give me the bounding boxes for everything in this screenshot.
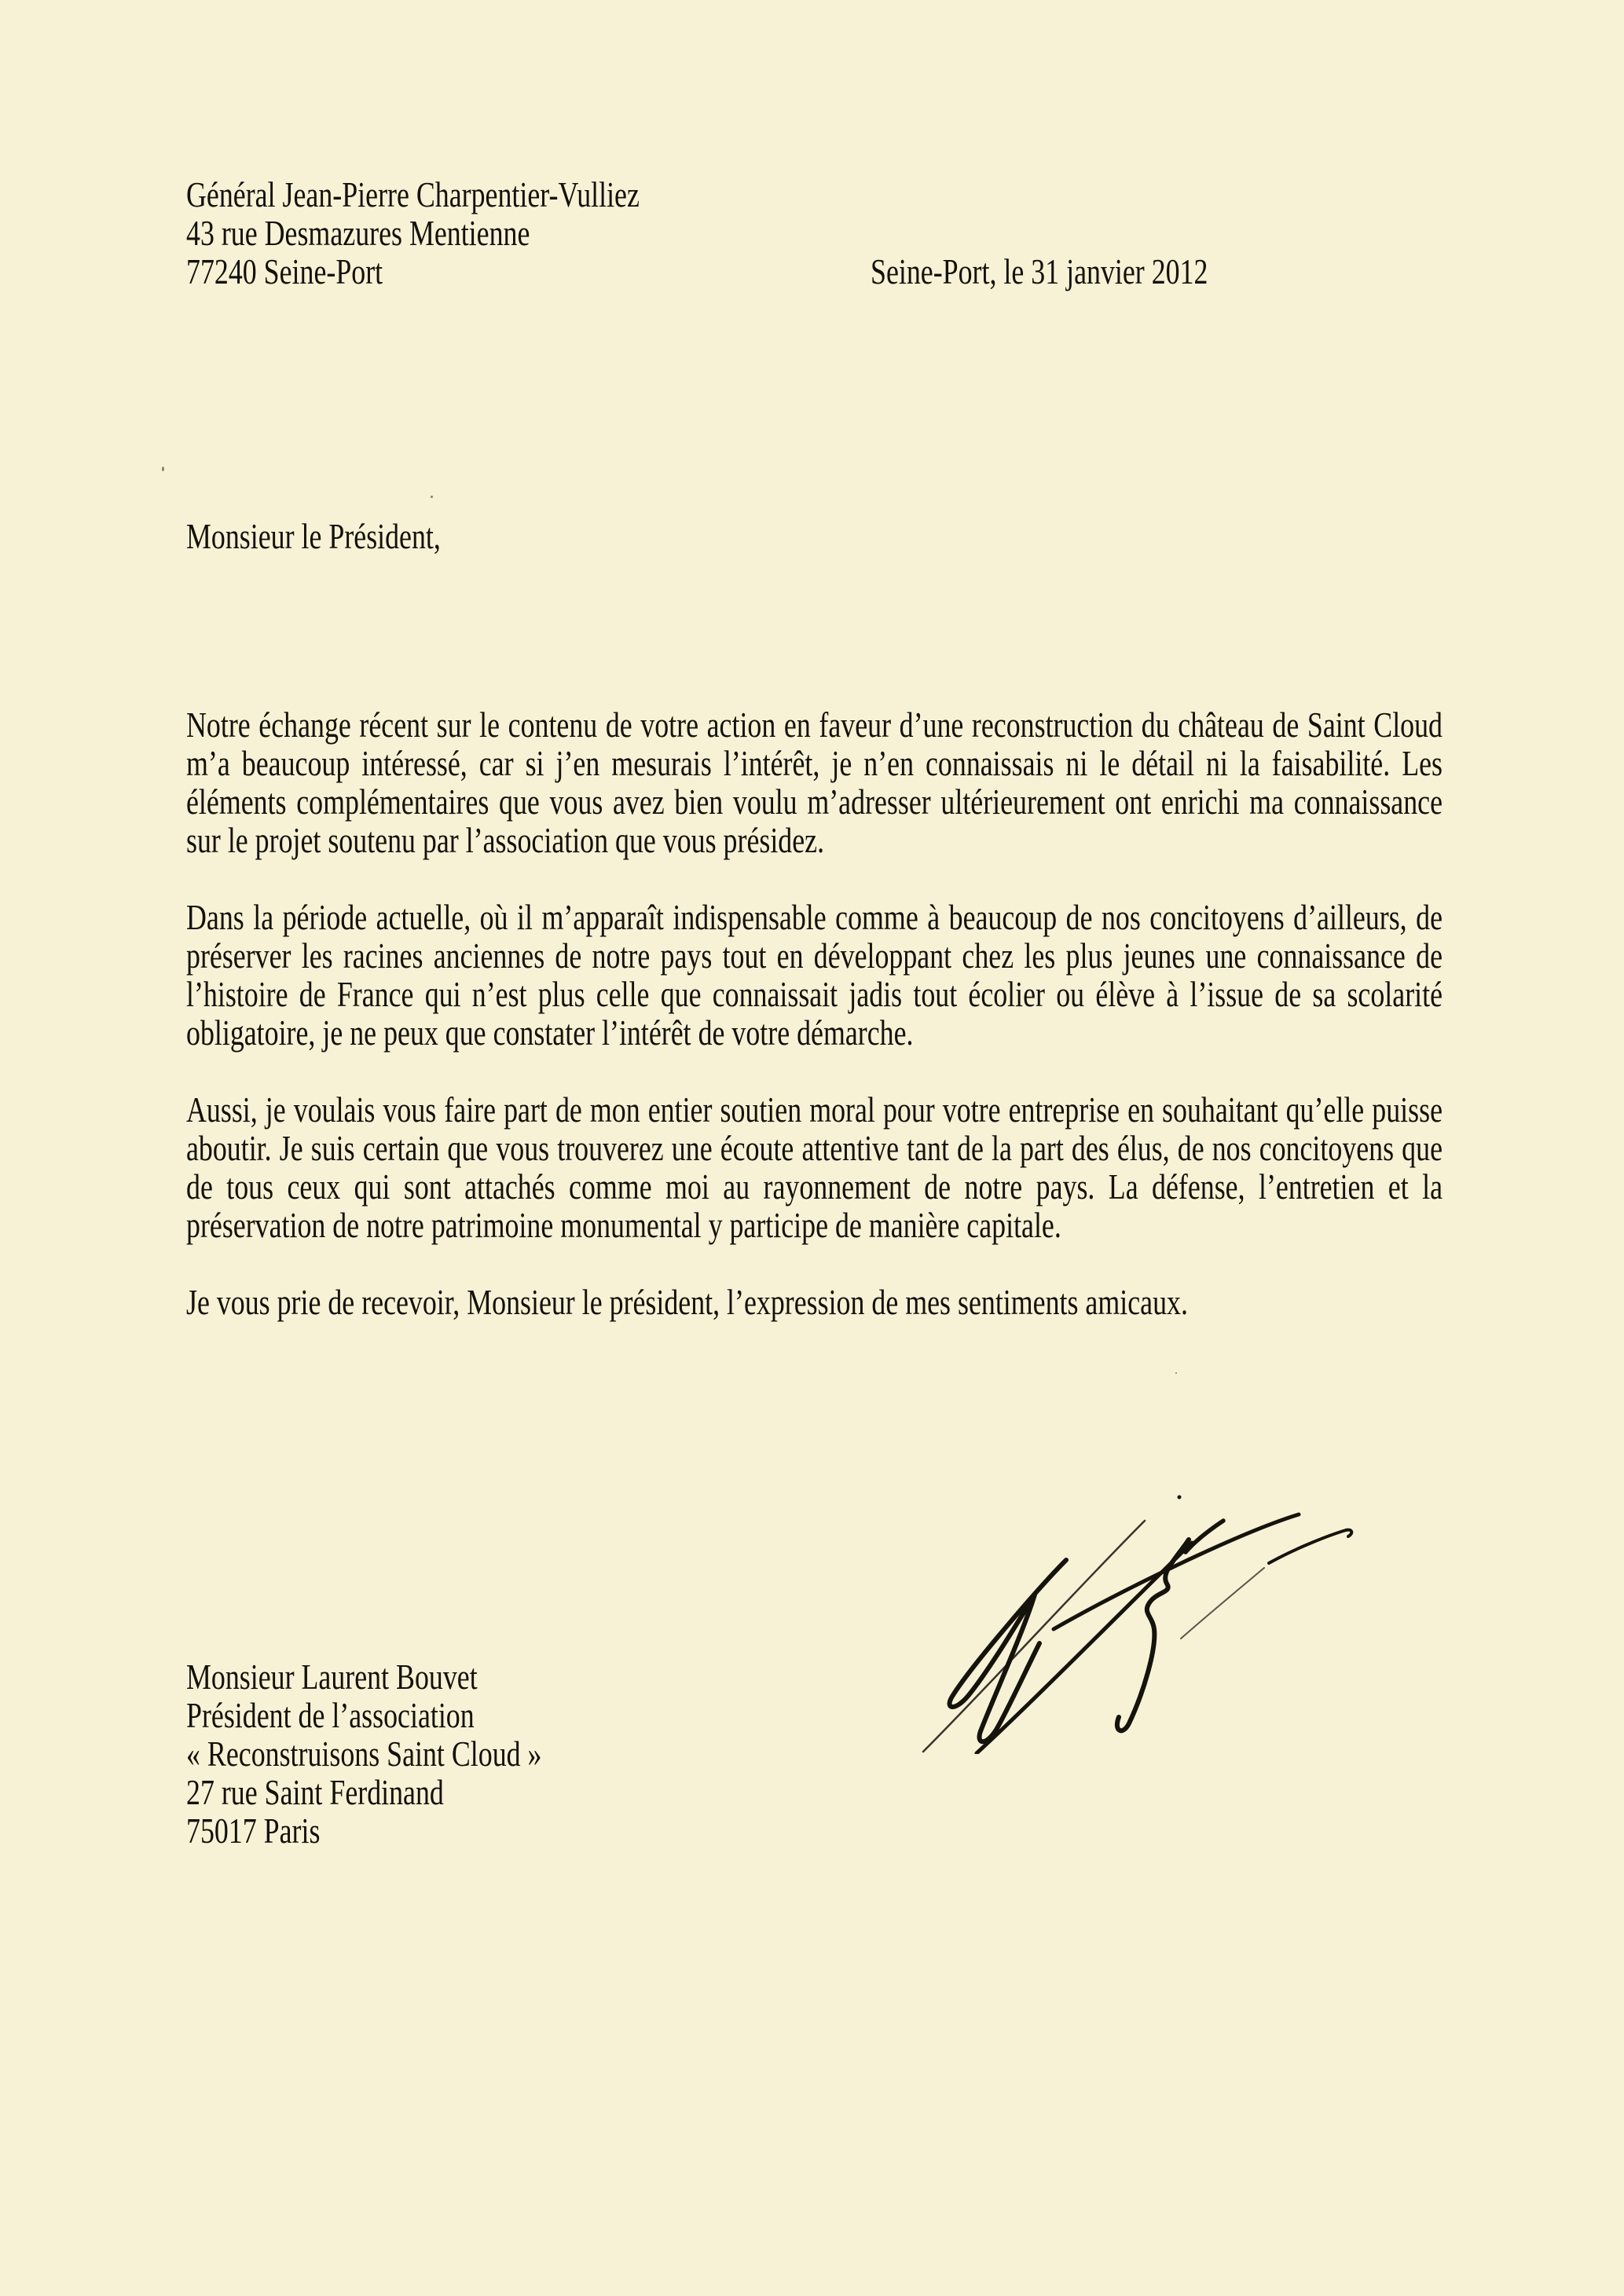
scan-speck	[431, 496, 433, 498]
sender-city: 77240 Seine-Port	[186, 251, 383, 291]
letter-body	[186, 705, 1443, 1321]
recipient-city: 75017 Paris	[186, 1811, 321, 1851]
sender-address-block	[186, 175, 768, 291]
recipient-name: Monsieur Laurent Bouvet	[186, 1657, 478, 1697]
closing-formula: Je vous prie de recevoir, Monsieur le président, l’expression de mes sentiments amicaux.	[186, 1282, 1188, 1322]
recipient-title: Président de l’association	[186, 1695, 475, 1735]
date-line: Seine-Port, le 31 janvier 2012	[871, 251, 1208, 291]
signature-icon	[900, 1491, 1363, 1754]
recipient-association: « Reconstruisons Saint Cloud »	[186, 1734, 542, 1774]
paragraph-1: Notre échange récent sur le contenu de votre action en faveur d’une reconstruction du château de Saint Cloud m’a beaucoup intéressé, car si j’en mesurais l’intérêt, je n’en connaissais ni le détail ni la faisabilité. Les éléments complémentaires que vous avez bien voulu m’adresser ultérieurement ont enrichi ma connaissance sur le projet soutenu par l’association que vous présidez.	[186, 705, 1443, 860]
paragraph-2: Dans la période actuelle, où il m’apparaît indispensable comme à beaucoup de nos concitoyens d’ailleurs, de préserver les racines anciennes de notre pays tout en développant chez les plus jeunes une connaissance de l’histoire de France qui n’est plus celle que connaissait jadis tout écolier ou élève à l’issue de sa scolarité obligatoire, je ne peux que constater l’intérêt de votre démarche.	[186, 897, 1443, 1053]
salutation: Monsieur le Président,	[186, 516, 441, 556]
scan-speck	[1175, 1372, 1177, 1374]
recipient-address-block	[186, 1657, 642, 1850]
sender-name: Général Jean-Pierre Charpentier-Vulliez	[186, 174, 640, 214]
handwritten-signature	[900, 1491, 1363, 1754]
recipient-street: 27 rue Saint Ferdinand	[186, 1772, 444, 1812]
paragraph-3: Aussi, je voulais vous faire part de mon entier soutien moral pour votre entreprise en souhaitant qu’elle puisse aboutir. Je suis certain que vous trouverez une écoute attentive tant de la part des élus, de nos concitoyens que de tous ceux qui sont attachés comme moi au rayonnement de notre pays. La défense, l’entretien et la préservation de notre patrimoine monumental y participe de manière capitale.	[186, 1089, 1443, 1245]
scan-speck	[162, 467, 164, 471]
sender-street: 43 rue Desmazures Mentienne	[186, 213, 530, 253]
